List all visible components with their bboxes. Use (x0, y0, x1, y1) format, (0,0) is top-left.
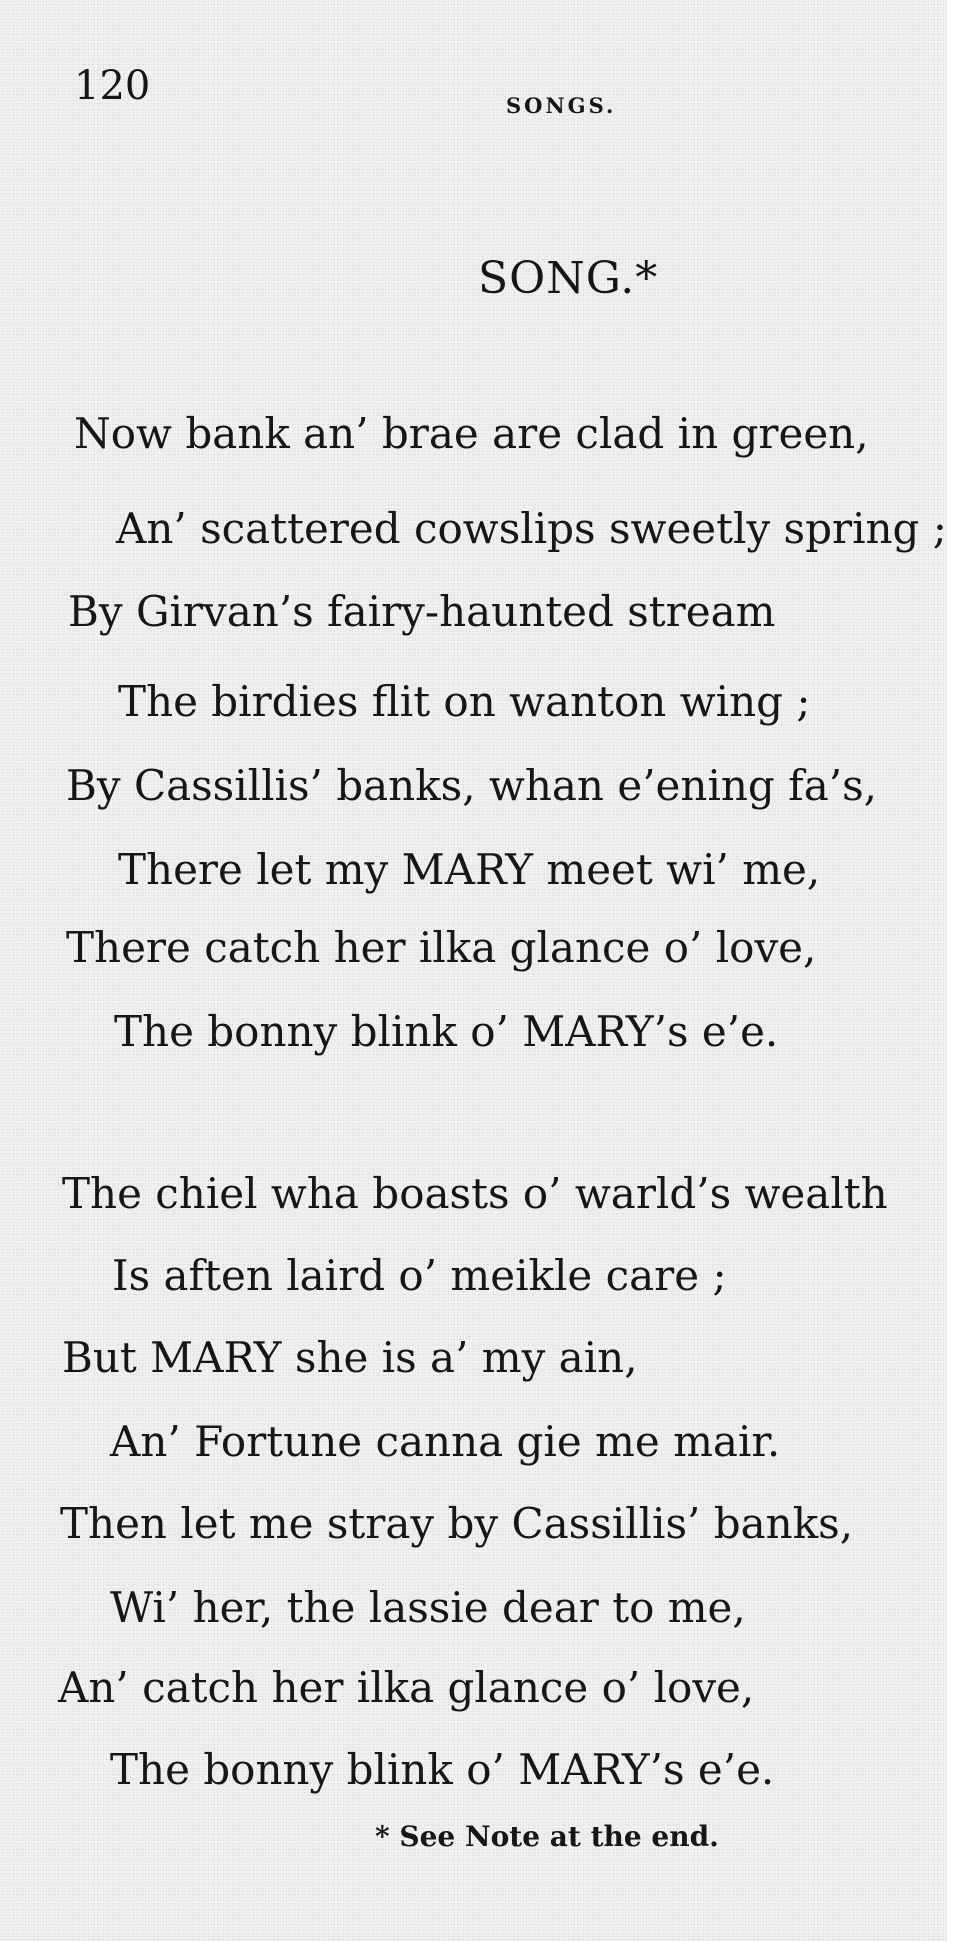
verse-line: But MARY she is a’ my ain, (62, 1333, 638, 1382)
verse-line: An’ Fortune canna gie me mair. (110, 1417, 781, 1466)
verse-line: Then let me stray by Cassillis’ banks, (60, 1499, 854, 1548)
verse-line: Now bank an’ brae are clad in green, (74, 409, 869, 458)
running-head (74, 64, 634, 124)
verse-line: The chiel wha boasts o’ warld’s wealth (62, 1169, 888, 1218)
verse-line: The birdies flit on wanton wing ; (118, 677, 811, 726)
verse-line: There catch her ilka glance o’ love, (66, 923, 817, 972)
verse-line: By Girvan’s fairy-haunted stream (68, 587, 776, 636)
page-edge (947, 0, 957, 1941)
verse-line: Is aften laird o’ meikle care ; (112, 1251, 727, 1300)
verse-line: Wi’ her, the lassie dear to me, (110, 1583, 746, 1632)
page-number: 120 (74, 63, 151, 109)
footnote: * See Note at the end. (375, 1820, 719, 1853)
verse-line: The bonny blink o’ MARY’s e’e. (114, 1007, 779, 1056)
verse-line: There let my MARY meet wi’ me, (118, 845, 821, 894)
verse-line: The bonny blink o’ MARY’s e’e. (110, 1745, 775, 1794)
song-title: SONG.* (478, 253, 659, 304)
verse-line: An’ catch her ilka glance o’ love, (58, 1663, 755, 1712)
verse-line: By Cassillis’ banks, whan e’ening fa’s, (66, 761, 878, 810)
verse-line: An’ scattered cowslips sweetly spring ; (116, 504, 947, 553)
section-title: SONGS. (506, 93, 617, 118)
